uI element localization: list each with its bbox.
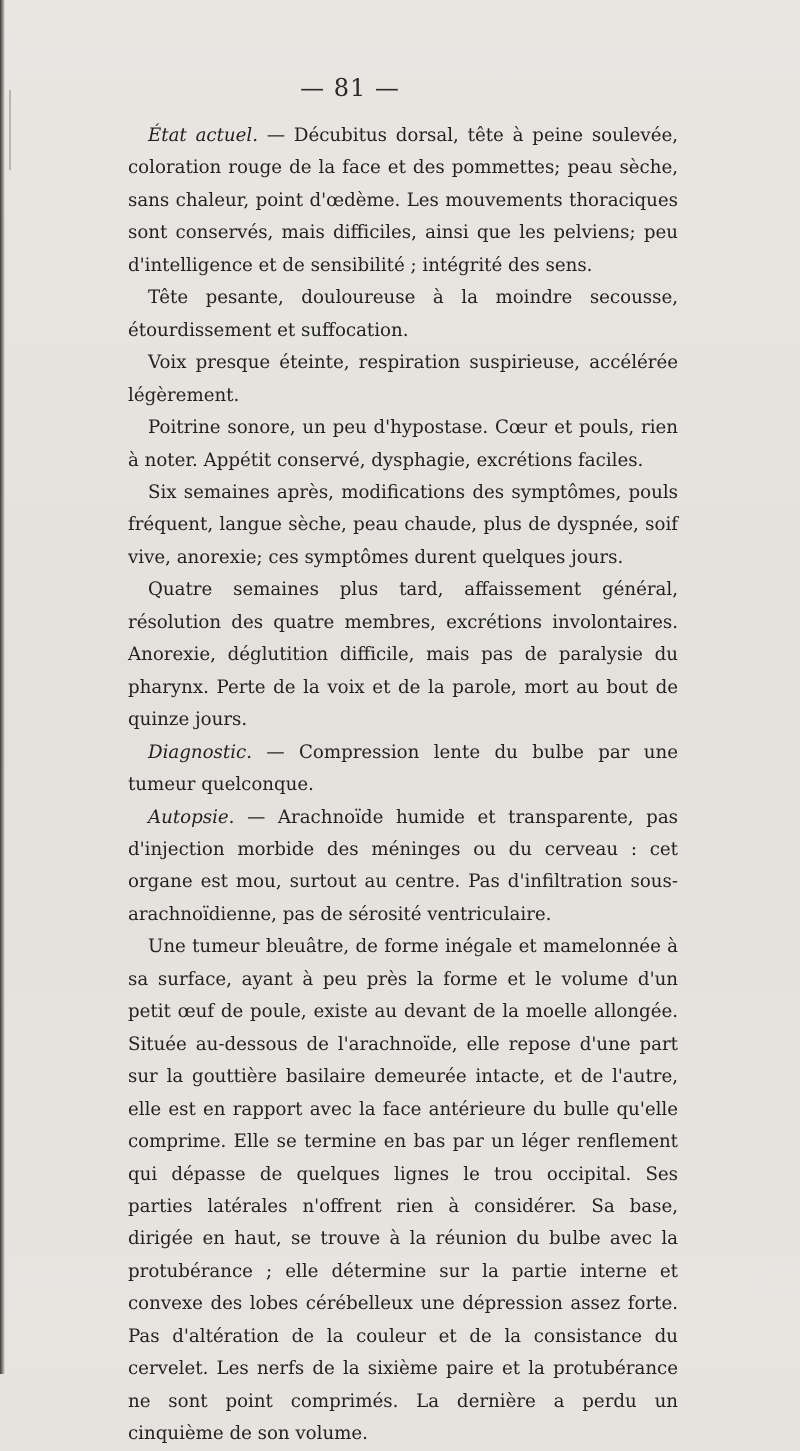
page-binding-mark [9,90,11,170]
paragraph-text: Tête pesante, douloureuse à la moindre secousse, étourdissement et suffocation. [128,287,678,341]
paragraph [128,802,678,932]
paragraph-text: Poitrine sonore, un peu d'hypostase. Cœur et pouls, rien à noter. Appétit conservé, dysphagie, excrétions faciles. [128,417,678,471]
paragraph [128,574,678,736]
paragraph [128,120,678,282]
paragraph-text: Une tumeur bleuâtre, de forme inégale et mamelonnée à sa surface, ayant à peu près la forme et le volume d'un petit œuf de poule, existe au devant de la moelle allongée. Située au-dessous de l'arachnoïde, elle repose d'une part sur la gouttière basilaire demeurée intacte, et de l'autre, elle est en rapport avec la face antérieure du bulle qu'elle comprime. Elle se termine en bas par un léger renflement qui dépasse de quelques lignes le trou occipital. Ses parties latérales n'offrent rien à considérer. Sa base, dirigée en haut, se trouve à la réunion du bulbe avec la protubérance ; elle détermine sur la partie interne et convexe des lobes cérébelleux une dépression assez forte. Pas d'altération de la couleur et de la consistance du cervelet. Les nerfs de la sixième paire et la protubérance ne sont point comprimés. La dernière a perdu un cinquième de son volume. [128,936,678,1445]
paragraph [128,931,678,1450]
paragraph-label: Diagnostic. [148,741,252,763]
paragraph-text: Quatre semaines plus tard, affaissement général, résolution des quatre membres, excrétions involontaires. Anorexie, déglutition difficile, mais pas de paralysie du pharynx. Perte de la voix et de la parole, mort au bout de quinze jours. [128,579,678,731]
page-binding-edge [0,0,5,1374]
paragraph [128,737,678,802]
paragraph-label: État actuel. [148,125,258,146]
paragraph-text: Six semaines après, modifications des symptômes, pouls fréquent, langue sèche, peau chaude, plus de dyspnée, soif vive, anorexie; ces symptômes durent quelques jours. [128,481,678,568]
paragraph-text: — Arachnoïde humide et transparente, pas d'injection morbide des méninges ou du cerveau : cet organe est mou, surtout au centre. Pas d'infiltration sous-arachnoïdienne, pas de sérosité ventriculaire. [128,806,678,925]
paragraph-text: — Compression lente du bulbe par une tumeur quelconque. [128,741,678,796]
paragraph-text: Voix presque éteinte, respiration suspirieuse, accélérée légèrement. [128,352,678,406]
page-number: — 81 — [300,74,400,102]
paragraph [128,347,678,412]
paragraph [128,282,678,347]
paragraph [128,477,678,574]
paragraph [128,412,678,477]
paragraph-label: Autopsie. [148,806,235,828]
page-body [128,120,678,1451]
paragraph-text: — Décubitus dorsal, tête à peine soulevée, coloration rouge de la face et des pommettes; peau sèche, sans chaleur, point d'œdème. Les mouvements thoraciques sont conservés, mais difficiles, ainsi que les pelviens; peu d'intelligence et de sensibilité ; intégrité des sens. [128,125,679,276]
